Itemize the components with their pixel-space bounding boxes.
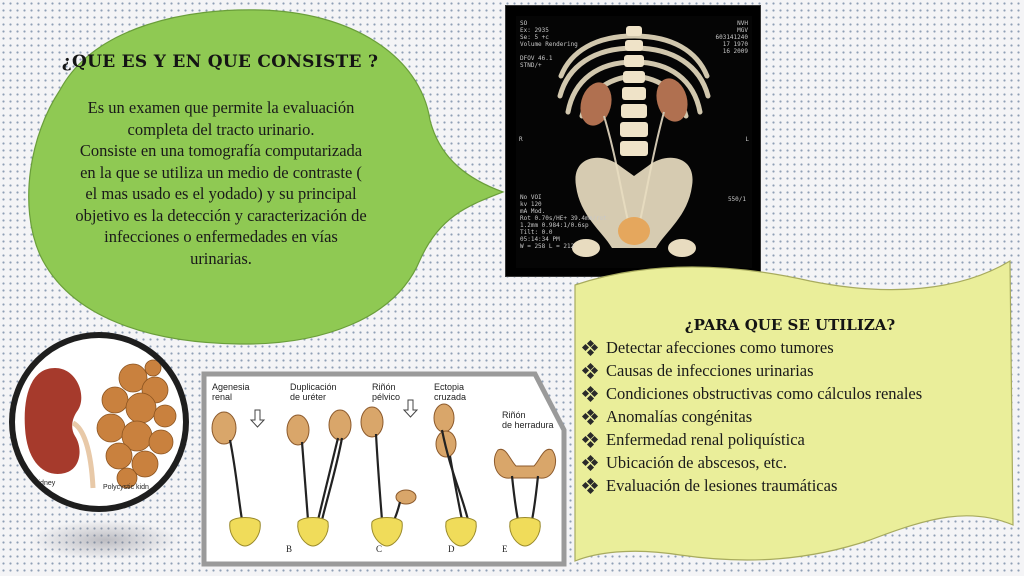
list-item-text: Enfermedad renal poliquística [606,430,805,449]
text-line: el mas usado es el yodado) y su principal [85,184,357,203]
list-item-text: Anomalías congénitas [606,407,753,426]
ct-overlay-bottom: No VOI kv 120 mA Mod. Rot 0.70s/HE+ 39.4mm/rot 1.2mm 0.984:1/0.6sp Tilt: 0.0 05:14:34 PM W = 258 L = 212 [520,194,607,250]
anomaly-letter-e: E [502,544,508,554]
bullet-icon [583,387,597,401]
bullet-icon [583,456,597,470]
list-item-text: Evaluación de lesiones traumáticas [606,476,838,495]
ct-urography-image [505,5,761,277]
bullet-icon [583,479,597,493]
list-item [583,405,922,428]
anomaly-label-pelvic: Riñón pélvico [372,382,401,402]
anomaly-label-horseshoe: Riñón de herradura [502,410,554,430]
text-line: Es un examen que permite la evaluación [87,98,355,117]
ct-overlay-right: NVH MGV 603141240 17 1970 16 2009 [715,20,748,55]
list-item-text: Ubicación de abscesos, etc. [606,453,787,472]
text-line: completa del tracto urinario. [127,119,315,139]
what-it-is-title: ¿QUE ES Y EN QUE CONSISTE ? [61,52,379,72]
bullet-icon [583,341,597,355]
what-it-is-text [40,97,402,269]
list-item [583,382,922,405]
bullet-icon [583,364,597,378]
text-line: Consiste en una tomografía computarizada [79,141,363,160]
ct-scan [516,16,752,268]
anomaly-label-ectopia: Ectopia cruzada [434,382,467,402]
anomaly-label-agenesis: Agenesia renal [212,382,250,402]
text-line: en la que se utiliza un medio de contraste ( [80,162,362,182]
ct-side-right: R [519,136,523,143]
list-item-text: Causas de infecciones urinarias [606,361,814,380]
list-item-text: Detectar afecciones como tumores [606,338,834,357]
ct-overlay-slice: 550/1 [727,196,746,203]
circle-shadow [30,520,180,560]
bullet-icon [583,433,597,447]
text-line: objetivo es la detección y caracterización de [75,205,367,225]
anomaly-letter-d: D [448,544,455,554]
kidney-comparison-photo [9,332,189,512]
polycystic-kidney-label: Polycystic kidn [103,484,149,491]
uses-list [583,336,922,497]
text-line: urinarias. [190,248,252,268]
list-item [583,428,922,451]
renal-anomalies-diagram [200,370,568,568]
list-item [583,451,922,474]
list-item [583,359,922,382]
anomaly-letter-c: C [376,544,383,554]
text-line: infecciones o enfermedades en vías [104,227,338,246]
anomaly-label-duplication: Duplicación de uréter [290,382,337,402]
ct-overlay-left: SO Ex: 2935 Se: 5 +c Volume Rendering DFOV 46.1 STND/+ [520,20,578,69]
list-item [583,474,922,497]
list-item [583,336,922,359]
ct-side-left: L [745,136,749,143]
uses-title: ¿PARA QUE SE UTILIZA? [684,316,896,334]
bullet-icon [583,410,597,424]
list-item-text: Condiciones obstructivas como cálculos renales [606,384,923,403]
kidney-label: kidney [35,480,56,487]
anomaly-letter-b: B [286,544,293,554]
